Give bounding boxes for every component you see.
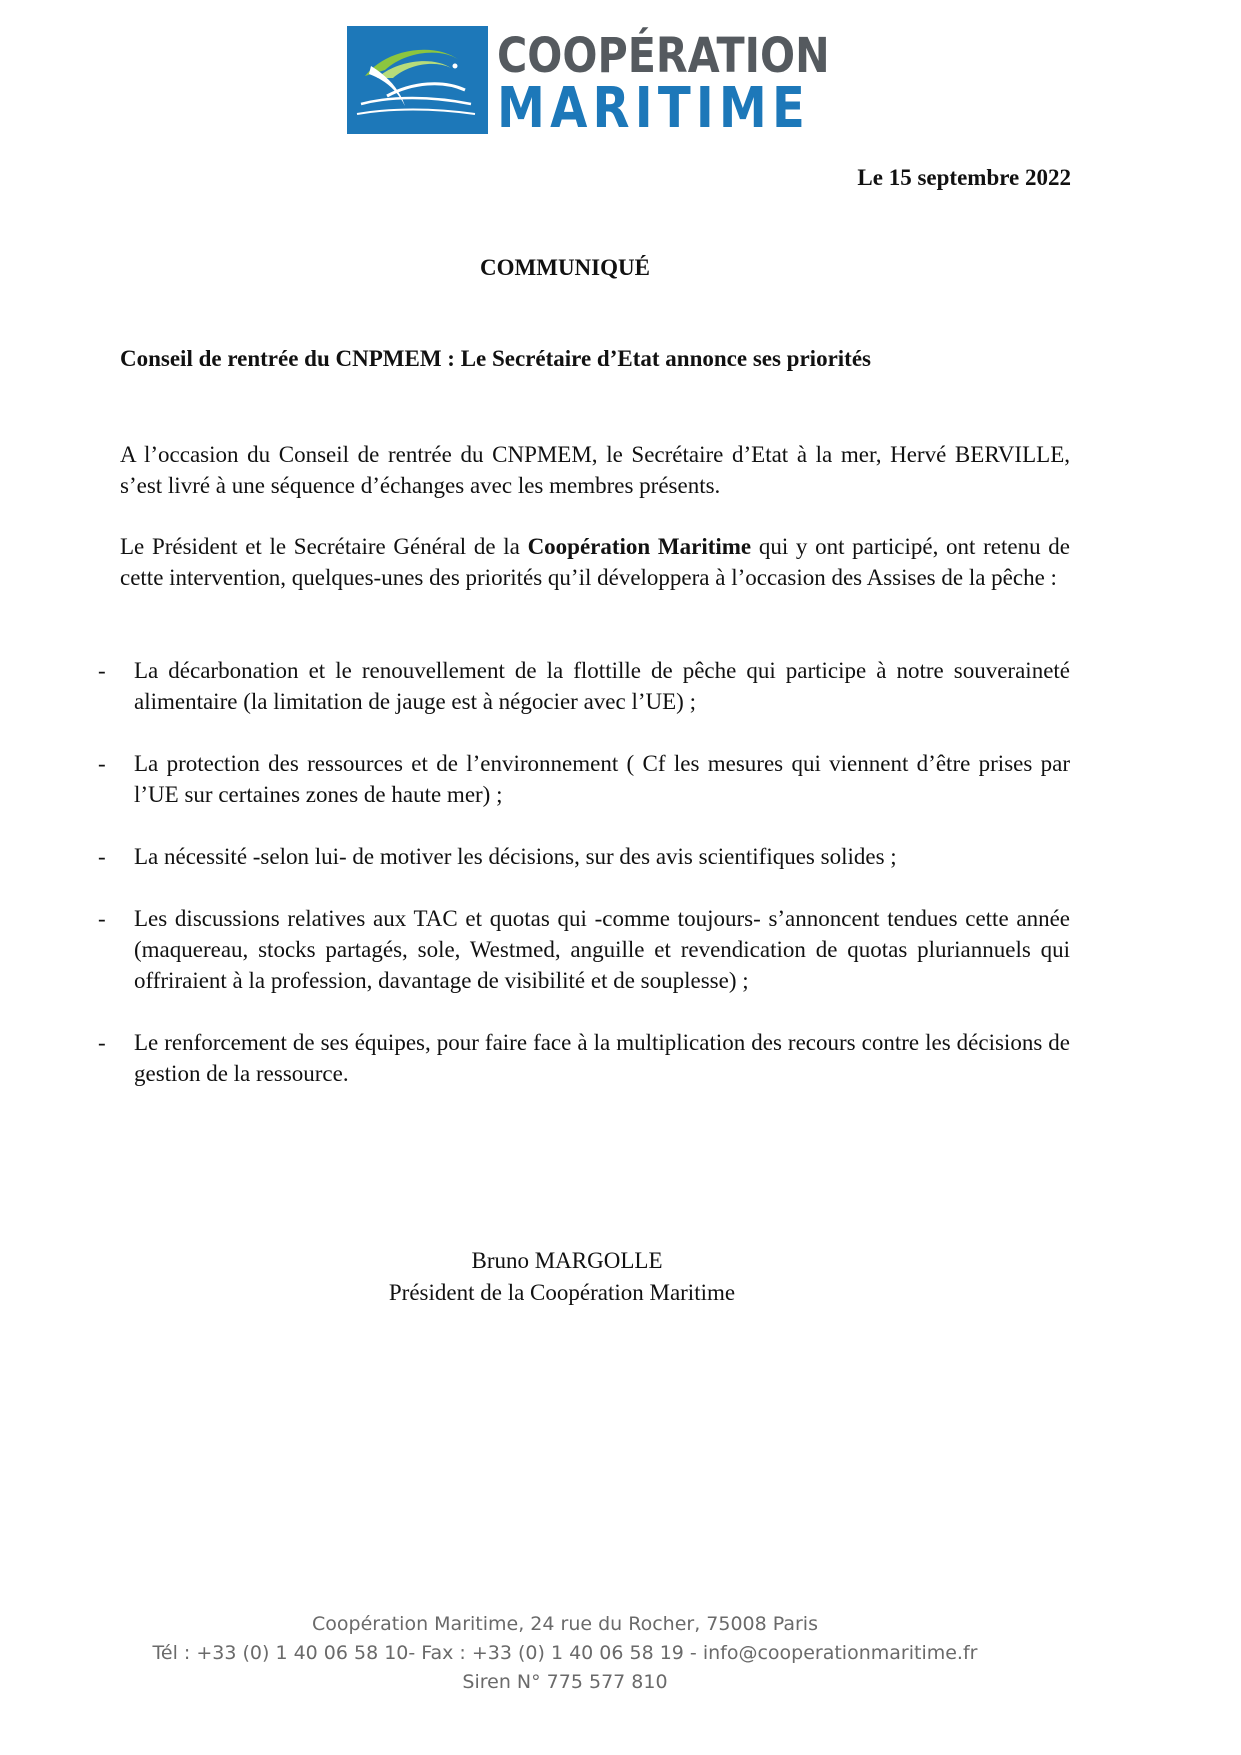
document-subject: Conseil de rentrée du CNPMEM : Le Secrétaire d’Etat annonce ses priorités xyxy=(120,346,871,371)
bullet-dash: - xyxy=(98,844,106,869)
bullet-dash: - xyxy=(98,751,106,776)
list-item-text: La protection des ressources et de l’environnement ( Cf les mesures qui viennent d’être prises par l’UE sur certaines zones de haute mer) ; xyxy=(134,751,1070,807)
list-item-text: Les discussions relatives aux TAC et quotas qui -comme toujours- s’annoncent tendues cette année (maquereau, stocks partagés, sole, Westmed, anguille et revendication de quotas pluriannuels qui offriraient à la profession, davantage de visibilité et de souplesse) ; xyxy=(134,906,1070,993)
letter-date: Le 15 septembre 2022 xyxy=(857,165,1071,190)
list-item xyxy=(98,841,1070,872)
paragraph-text: qui y ont participé, ont retenu de cette intervention, quelques-unes des priorités qu’il développera à l’occasion des Assises de la pêche : xyxy=(120,534,1070,590)
bullet-dash: - xyxy=(98,1030,106,1055)
fish-logo-icon xyxy=(347,26,488,134)
list-item-text: La décarbonation et le renouvellement de la flottille de pêche qui participe à notre souveraineté alimentaire (la limitation de jauge est à négocier avec l’UE) ; xyxy=(134,658,1070,714)
bullet-dash: - xyxy=(98,906,106,931)
list-item xyxy=(98,748,1070,810)
paragraph-intro: A l’occasion du Conseil de rentrée du CNPMEM, le Secrétaire d’Etat à la mer, Hervé BERVILLE, s’est livré à une séquence d’échanges avec les membres présents. xyxy=(120,442,1070,498)
list-item xyxy=(98,1027,1070,1089)
priorities-list xyxy=(98,655,1070,1120)
page-footer xyxy=(0,1610,1130,1697)
logo-wordmark-line2: MARITIME xyxy=(497,76,811,141)
list-item-text: Le renforcement de ses équipes, pour faire face à la multiplication des recours contre les décisions de gestion de la ressource. xyxy=(134,1030,1070,1086)
footer-siren: Siren N° 775 577 810 xyxy=(462,1671,668,1693)
signatory-title: Président de la Coopération Maritime xyxy=(388,1280,736,1305)
list-item-text: La nécessité -selon lui- de motiver les décisions, sur des avis scientifiques solides ; xyxy=(134,844,897,869)
paragraph-priorities-intro xyxy=(120,531,1070,593)
signatory-name: Bruno MARGOLLE xyxy=(471,1248,663,1273)
paragraph-text: Le Président et le Secrétaire Général de la xyxy=(120,534,528,559)
footer-address: Coopération Maritime, 24 rue du Rocher, 75008 Paris xyxy=(312,1613,818,1635)
cooperation-maritime-logo xyxy=(347,26,830,141)
list-item xyxy=(98,903,1070,996)
organisation-name: Coopération Maritime xyxy=(527,534,752,559)
bullet-dash: - xyxy=(98,658,106,683)
signature-block xyxy=(0,1245,1130,1309)
list-item xyxy=(98,655,1070,717)
footer-contact: Tél : +33 (0) 1 40 06 58 10- Fax : +33 (0) 1 40 06 58 19 - info@cooperationmaritime.fr xyxy=(152,1642,978,1664)
document-heading: COMMUNIQUÉ xyxy=(480,255,650,280)
logo-wordmark-line1: COOPÉRATION xyxy=(497,28,830,84)
